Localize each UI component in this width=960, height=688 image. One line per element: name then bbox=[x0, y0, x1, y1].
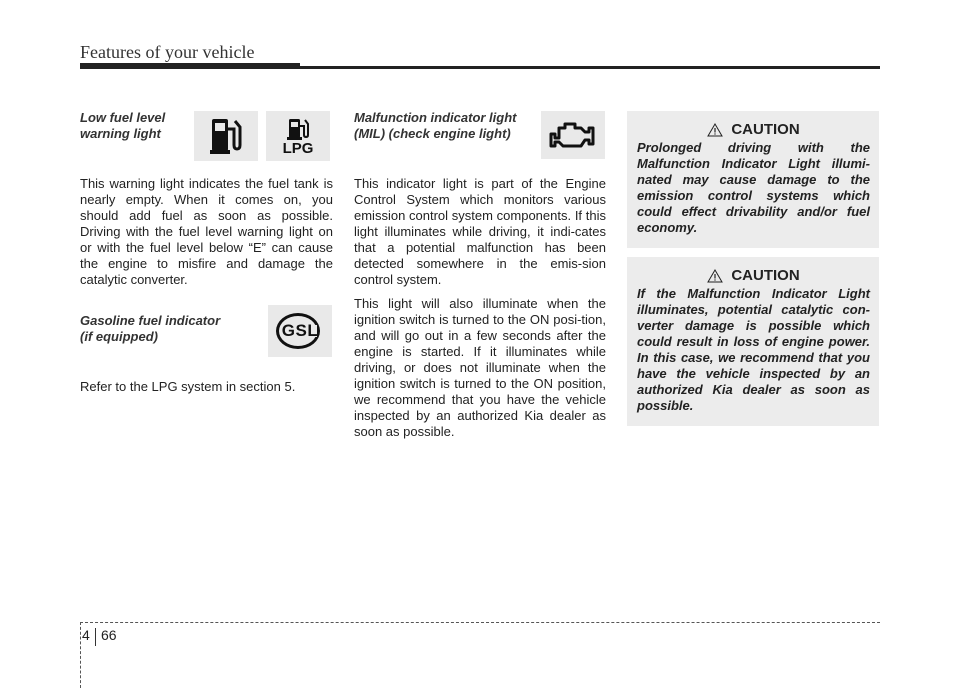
caution-text-2: If the Malfunction Indicator Light illuminates, potential catalytic con-verter damage is possible which could result in loss of engine power. In this case, we recommend that you have the vehicle inspected by an authorized Kia dealer as soon as possible. bbox=[637, 286, 870, 413]
gasoline-body: Refer to the LPG system in section 5. bbox=[80, 379, 296, 394]
footer-margin-line bbox=[80, 622, 81, 688]
caution-label-2: CAUTION bbox=[731, 267, 800, 284]
footer-separator bbox=[95, 628, 96, 646]
gasoline-title-line2: (if equipped) bbox=[80, 329, 158, 344]
gsl-indicator-icon bbox=[268, 305, 332, 357]
check-engine-icon bbox=[541, 111, 605, 159]
mil-body-1: This indicator light is part of the Engine Control System which monitors various emission control system components. If this light illuminates while driving, it indi-cates that a potential malfunction has been detected somewhere in the emis-sion control system. bbox=[354, 176, 606, 287]
mil-section bbox=[354, 110, 606, 440]
fuel-pump-icon bbox=[194, 111, 258, 161]
lpg-pump-icon bbox=[285, 117, 311, 141]
footer-rule bbox=[80, 622, 880, 623]
page-number: 66 bbox=[101, 627, 117, 643]
caution-label-1: CAUTION bbox=[731, 121, 800, 138]
caution-header-1 bbox=[637, 121, 870, 138]
caution-header-2 bbox=[637, 267, 870, 284]
low-fuel-title-line2: warning light bbox=[80, 126, 161, 141]
lpg-fuel-icon bbox=[266, 111, 330, 161]
mil-title-line1: Malfunction indicator light bbox=[354, 110, 517, 125]
gasoline-title-line1: Gasoline fuel indicator bbox=[80, 313, 221, 328]
gsl-icon-label: GSL bbox=[281, 321, 319, 340]
low-fuel-body: This warning light indicates the fuel tank is nearly empty. When it comes on, you should add fuel as soon as possible. Driving with the fuel level warning light on or with the fuel level below “E” can cause the engine to misfire and damage the catalytic converter. bbox=[80, 176, 333, 287]
page-header-title: Features of your vehicle bbox=[80, 42, 255, 62]
mil-title-line2: (MIL) (check engine light) bbox=[354, 126, 511, 141]
header-rule-accent bbox=[80, 63, 300, 69]
low-fuel-title-line1: Low fuel level bbox=[80, 110, 166, 125]
page-section-number: 4 bbox=[82, 627, 90, 643]
lpg-icon-label: LPG bbox=[282, 139, 314, 157]
caution-box-2 bbox=[627, 257, 879, 426]
mil-body-2: This light will also illuminate when the ignition switch is turned to the ON posi-tion, and will go out in a few seconds after the engine is started. If it illuminates while driving, or does not illuminate when the ignition switch is turned to the ON position, we recommend that you have the vehicle inspected by an authorized Kia dealer as soon as possible. bbox=[354, 296, 606, 439]
caution-text-1: Prolonged driving with the Malfunction Indicator Light illumi-nated may cause damage to the emission control systems which could effect drivability and/or fuel economy. bbox=[637, 140, 870, 235]
caution-box-1 bbox=[627, 111, 879, 248]
warning-triangle-icon bbox=[707, 123, 723, 137]
warning-triangle-icon bbox=[707, 269, 723, 283]
